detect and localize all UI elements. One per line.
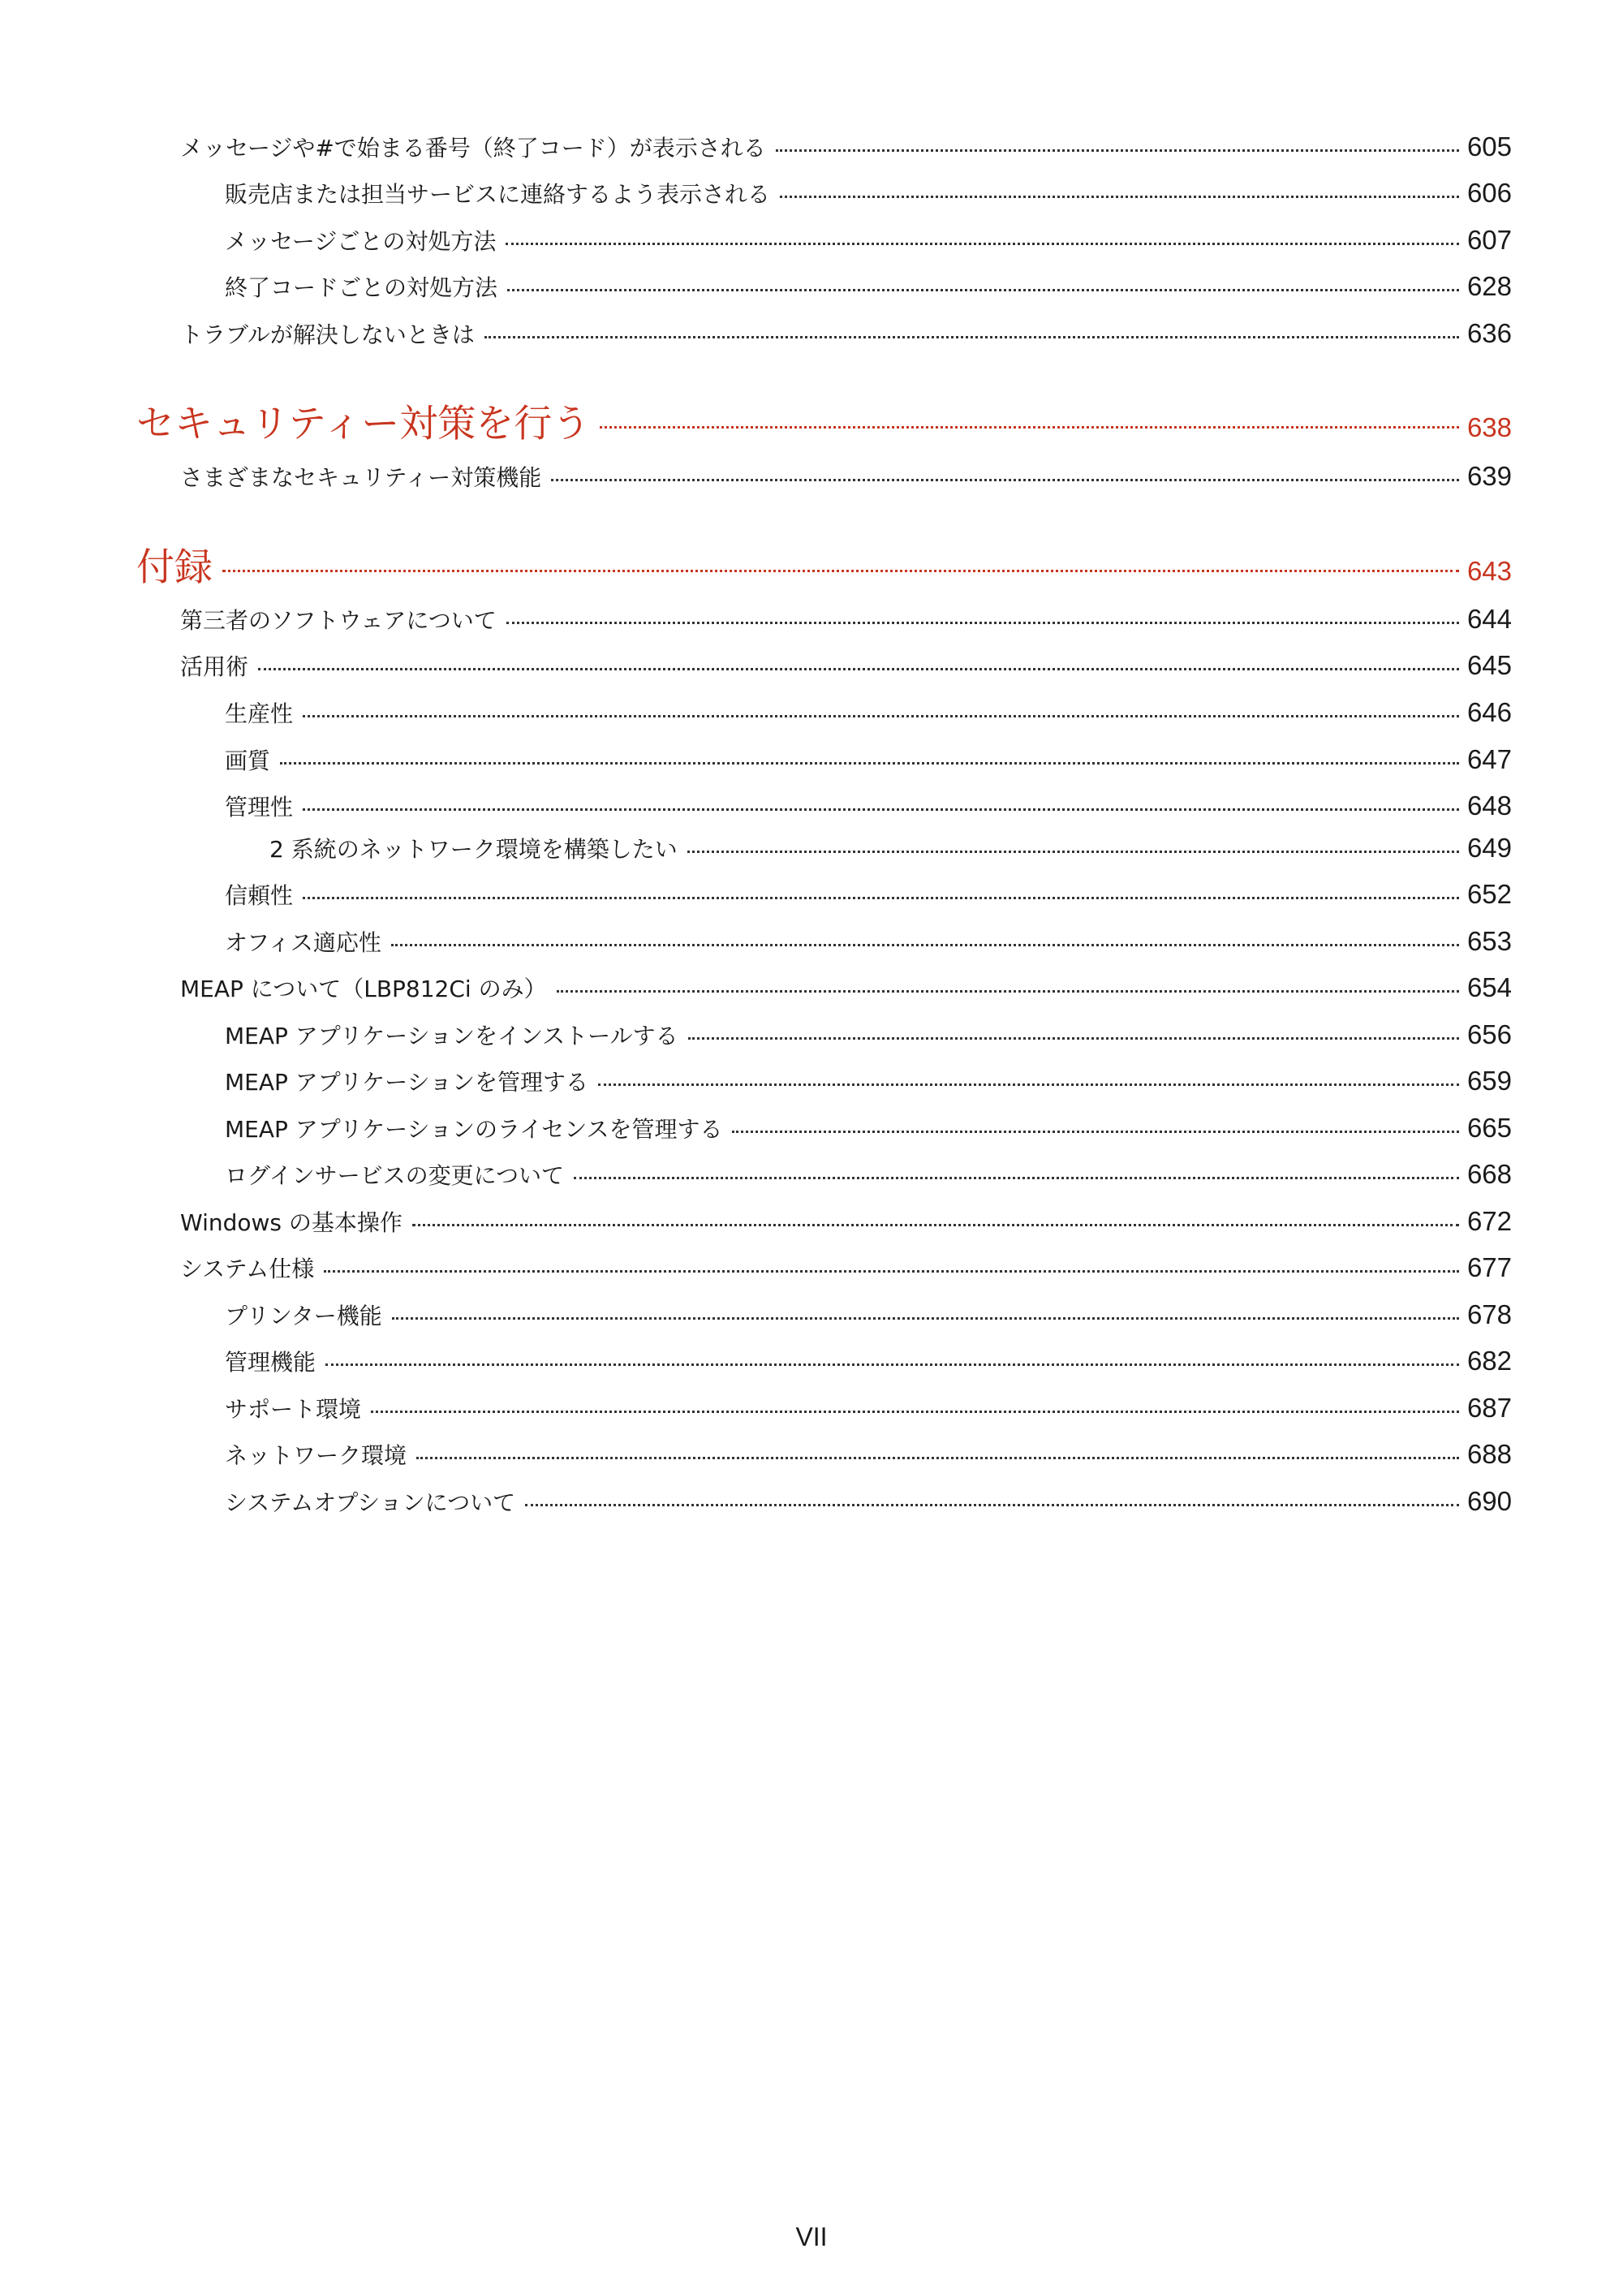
toc-entry-title: 第三者のソフトウェアについて: [180, 607, 497, 634]
dot-leader: [416, 1457, 1459, 1459]
dot-leader: [222, 570, 1459, 572]
dot-leader: [687, 851, 1459, 853]
dot-leader: [303, 715, 1459, 717]
toc-entry-page: 644: [1466, 604, 1512, 634]
toc-entry-page: 668: [1466, 1159, 1512, 1189]
dot-leader: [303, 897, 1459, 899]
toc-entry-title: サポート環境: [225, 1396, 362, 1423]
toc-entry-page: 659: [1466, 1066, 1512, 1096]
dot-leader: [392, 1317, 1459, 1320]
toc-entry-page: 647: [1466, 744, 1512, 774]
toc-entry[interactable]: [225, 1112, 1512, 1144]
toc-entry[interactable]: [225, 1485, 1512, 1518]
toc-entry-title: 2 系統のネットワーク環境を構築したい: [269, 836, 678, 863]
toc-entry[interactable]: [225, 790, 1512, 822]
toc-entry[interactable]: [180, 649, 1512, 682]
chapter-page: 638: [1466, 412, 1512, 442]
toc-entry[interactable]: [225, 177, 1512, 209]
toc-entry-title: MEAP について（LBP812Ci のみ）: [180, 976, 547, 1002]
dot-leader: [600, 426, 1459, 429]
toc-entry-page: 688: [1466, 1439, 1512, 1469]
dot-leader: [506, 622, 1459, 624]
dot-leader: [574, 1177, 1459, 1179]
toc-entry-page: 648: [1466, 790, 1512, 821]
toc-entry-title: システムオプションについて: [225, 1489, 516, 1516]
toc-entry-page: 672: [1466, 1206, 1512, 1236]
toc-entry-title: ネットワーク環境: [225, 1442, 407, 1469]
footer-page-number: VII: [795, 2222, 828, 2251]
toc-entry-title: 信頼性: [225, 882, 294, 909]
toc-entry[interactable]: [225, 1158, 1512, 1191]
toc-entry-page: 677: [1466, 1252, 1512, 1282]
toc-entry-title: プリンター機能: [225, 1303, 382, 1329]
toc-entry-title: 販売店または担当サービスに連絡するよう表示される: [225, 181, 771, 208]
dot-leader: [506, 243, 1459, 245]
toc-chapter-heading[interactable]: [136, 394, 1512, 448]
toc-entry-title: メッセージや#で始まる番号（終了コード）が表示される: [180, 135, 766, 162]
dot-leader: [325, 1363, 1459, 1366]
toc-entry-title: 生産性: [225, 700, 294, 727]
toc-entry-title: トラブルが解決しないときは: [180, 321, 475, 348]
toc-entry-page: 654: [1466, 972, 1512, 1002]
dot-leader: [280, 762, 1459, 765]
toc-entry[interactable]: [180, 1205, 1512, 1238]
toc-entry-page: 607: [1466, 225, 1512, 255]
dot-leader: [412, 1224, 1459, 1226]
dot-leader: [507, 289, 1459, 291]
toc-entry[interactable]: [180, 131, 1512, 163]
toc-entry[interactable]: [225, 878, 1512, 911]
toc-entry[interactable]: [225, 1392, 1512, 1424]
dot-leader: [258, 668, 1459, 670]
dot-leader: [525, 1504, 1459, 1506]
chapter-title: セキュリティー対策を行う: [136, 402, 591, 446]
dot-leader: [732, 1131, 1458, 1133]
toc-entry-page: 606: [1466, 178, 1512, 208]
toc-entry[interactable]: [225, 696, 1512, 729]
toc-entry-title: オフィス適応性: [225, 929, 381, 956]
dot-leader: [391, 944, 1459, 946]
toc-entry[interactable]: [225, 925, 1512, 958]
toc-entry-page: 646: [1466, 697, 1512, 727]
toc-entry[interactable]: [180, 971, 1512, 1004]
dot-leader: [551, 479, 1459, 481]
toc-entry-page: 656: [1466, 1019, 1512, 1049]
toc-entry-title: 管理性: [225, 794, 294, 821]
toc-entry-title: メッセージごとの対処方法: [225, 228, 497, 255]
chapter-page: 643: [1466, 556, 1512, 586]
toc-entry[interactable]: [225, 1065, 1512, 1097]
toc-entry-page: 687: [1466, 1393, 1512, 1423]
toc-entry[interactable]: [180, 460, 1512, 493]
toc-entry-page: 605: [1466, 131, 1512, 162]
toc-entry-page: 628: [1466, 271, 1512, 301]
toc-entry[interactable]: [269, 832, 1512, 864]
toc-entry-page: 649: [1466, 833, 1512, 863]
toc-entry-page: 652: [1466, 879, 1512, 909]
toc-entry-title: さまざまなセキュリティー対策機能: [180, 464, 542, 491]
toc-entry[interactable]: [225, 1438, 1512, 1471]
toc-entry-title: MEAP アプリケーションを管理する: [225, 1069, 588, 1096]
dot-leader: [371, 1411, 1459, 1413]
toc-entry-page: 690: [1466, 1486, 1512, 1516]
toc-entry[interactable]: [225, 224, 1512, 256]
dot-leader: [780, 196, 1459, 198]
dot-leader: [688, 1037, 1459, 1040]
toc-entry[interactable]: [225, 743, 1512, 776]
toc-entry-page: 645: [1466, 650, 1512, 680]
toc-entry-title: 画質: [225, 747, 271, 774]
toc-entry-title: 活用術: [180, 653, 249, 680]
toc-entry-page: 653: [1466, 926, 1512, 956]
dot-leader: [776, 149, 1459, 152]
dot-leader: [484, 336, 1459, 338]
toc-entry[interactable]: [225, 1345, 1512, 1377]
dot-leader: [303, 808, 1459, 811]
toc-entry-title: MEAP アプリケーションをインストールする: [225, 1023, 678, 1049]
dot-leader: [557, 990, 1459, 993]
toc-entry-title: システム仕様: [180, 1256, 315, 1282]
toc-entry[interactable]: [225, 270, 1512, 303]
toc-entry[interactable]: [180, 1251, 1512, 1284]
toc-entry-title: 管理機能: [225, 1349, 316, 1376]
dot-leader: [598, 1083, 1459, 1086]
toc-entry-page: 639: [1466, 461, 1512, 491]
toc-entry-page: 682: [1466, 1346, 1512, 1376]
dot-leader: [324, 1270, 1459, 1273]
toc-entry[interactable]: [225, 1299, 1512, 1331]
toc-entry[interactable]: [180, 603, 1512, 635]
toc-entry-page: 678: [1466, 1299, 1512, 1329]
toc-entry-title: Windows の基本操作: [180, 1209, 403, 1236]
toc-entry-title: ログインサービスの変更について: [225, 1162, 565, 1189]
toc-entry-page: 665: [1466, 1113, 1512, 1143]
toc-entry[interactable]: [180, 317, 1512, 350]
toc-entry-title: 終了コードごとの対処方法: [225, 274, 498, 301]
toc-entry-title: MEAP アプリケーションのライセンスを管理する: [225, 1116, 723, 1143]
toc-chapter-heading[interactable]: [136, 537, 1512, 592]
chapter-title: 付録: [136, 545, 213, 590]
toc-entry-page: 636: [1466, 318, 1512, 348]
toc-entry[interactable]: [225, 1019, 1512, 1051]
